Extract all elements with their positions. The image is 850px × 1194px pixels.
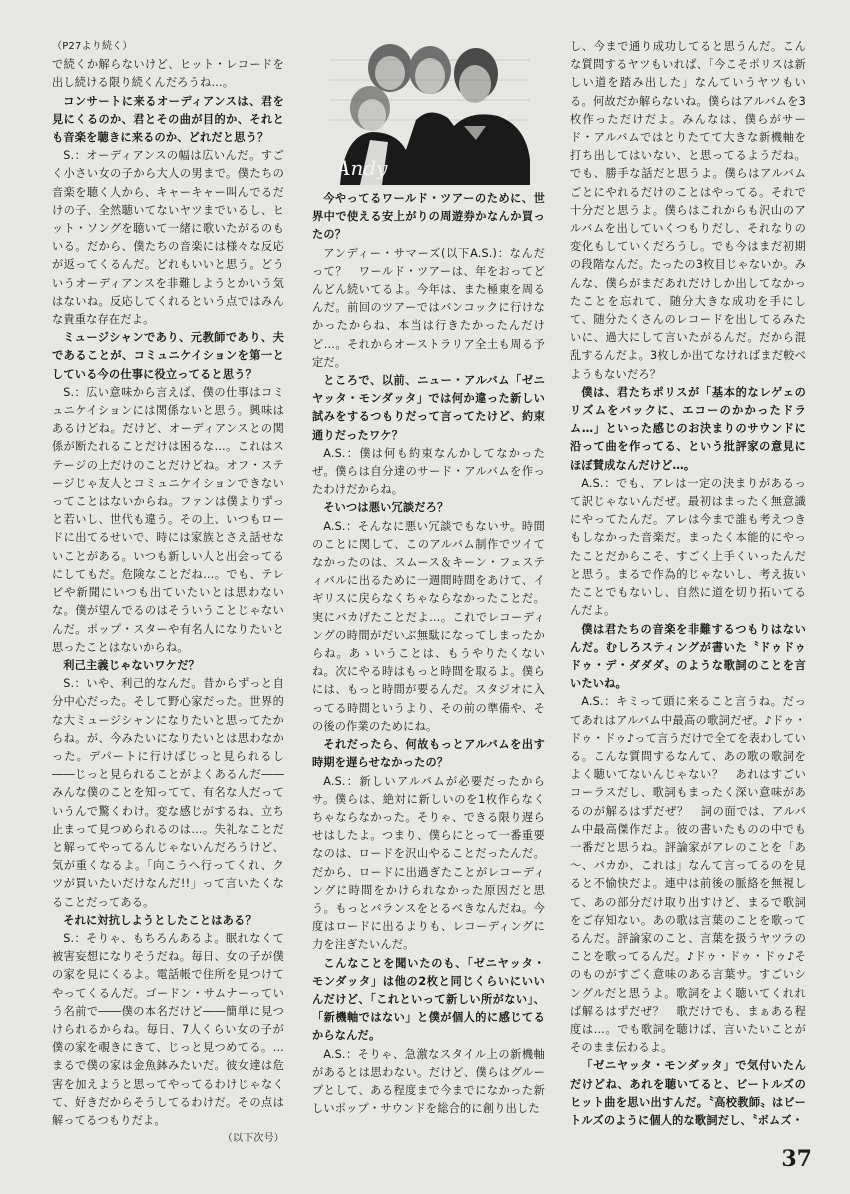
band-photo-image bbox=[330, 40, 530, 185]
interview-question: それに対抗しようとしたことはある？ bbox=[63, 913, 257, 927]
photo-signature: Andy bbox=[336, 156, 388, 180]
paragraph: し、今まで通り成功してると思うんだ。こんな質問するヤツもいれば、「今こそポリスは新しい道を踏み出した」なんていうヤツもいる。何故だか解らないね。僕らはアルバムを3枚作っただけだよ。みんなは、僕らがサード・アルバムではとりたてて大きな新機軸を打ち出してはいない、と思ってるようだね。でも、勝手な話だと思うよ。僕らはアルバムごとにやれるだけのことはやってる。それで十分だと思うよ。僕らはこれからも沢山のアルバムを出していくつもりだし、それなりの変化もしていくだろうし。でも今はまだ初期の段階なんだ。たったの3枚目じゃないか。みんな、僕らがまだあれだけしか出してなかったことを忘れて、随分大きな成功を手にして、随分たくさんのレコードを出してるみたいに、過大にして言いたがるんだ。だから混乱するんだよ。3枚しか出てなければまだ較べようもないだろ？ bbox=[570, 40, 806, 381]
interview-answer: S.：そりゃ、もちろんあるよ。眠れなくて被害妄想になりそうだね。毎日、女の子が僕の家を見にくるよ。電話帳で住所を見つけてやってくるんだ。ゴードン・サムナーっていう名前で――僕の本名だけど――簡単に見つけられるからね。毎日、7人くらい女の子が僕の家を覗きにきて、じっと見つめてる。…まるで僕の家は金魚鉢みたいだ。彼女達は危害を加えようと思ってやってるわけじゃなくて、好きだからそうしてるわけだ。その点は解ってるつもりだよ。 bbox=[52, 931, 284, 1127]
interview-question: ミュージシャンであり、元教師であり、夫であることが、コミュニケイションを第一としている今の仕事に役立ってると思う？ bbox=[52, 331, 284, 381]
interview-question: 僕は、君たちポリスが「基本的なレゲェのリズムをバックに、エコーのかかったドラム…」といった感じのお決まりのサウンドに沿って曲を作ってる、という批評家の意見にほぼ賛成なんだけど…。 bbox=[570, 385, 806, 472]
interview-question: コンサートに来るオーディアンスは、君を見にくるのか、君とその曲が目的か、それとも音楽を聴きに来るのか、どれだと思う？ bbox=[52, 94, 284, 145]
interview-answer: A.S.：キミって頭に来ること言うね。だってあれはアルバム中最高の歌詞だぜ。♪ドゥ・ドゥ・ドゥ♪って言うだけで全てを表わしている。こんな質問するなんて、あの歌の歌詞をよく聴いてないんじゃない？ あれはすごいコーラスだし、歌詞もまったく深い意味があるのが解るはずだぜ？ 詞の面では、アルバム中最高傑作だよ。彼の書いたものの中でも一番だと思うね。評論家がアレのことを「あ～、バカか、これは」なんて言ってるのを見ると不愉快だよ。連中は前後の脈絡を無視して、あの部分だけ取り出すけど、まるで歌詞をご存知ない。あの歌は言葉のことを歌ってるんだ。評論家のこと、言葉を扱うヤツラのことを歌ってるんだ。♪ドゥ・ドゥ・ドゥ♪そのものがすごく意味のある言葉サ。すごいシングルだと思うよ。歌詞をよく聴いてくれれば解るはずだぜ？ 歌だけでも、まぁある程度は…。でも歌詞を聴けば、言いたいことがそのまま伝わるよ。 bbox=[570, 695, 806, 1055]
column-3 bbox=[570, 38, 806, 1130]
interview-answer: A.S.：でも、アレは一定の決まりがあるって訳じゃないんだぜ。最初はまったく無意識にやってたんだ。アレは今まで誰も考えつきもしなかった音楽だ。まったく本能的にやったことだからこそ、すごく上手くいったんだと思う。まるで作為的じゃないし、考え抜いたことでもないし、自然に道を切り拓いてるんだよ。 bbox=[570, 476, 806, 618]
page-number: 37 bbox=[781, 1146, 812, 1172]
band-photo bbox=[330, 40, 530, 185]
interview-answer: A.S.：そんなに悪い冗談でもないサ。時間のことに関して、このアルバム制作でツイてなかったのは、スムース＆キーン・フェスティバルに出るために一週間時間をあけて、イギリスに戻らなくちゃならなかったことだ。実にバカげたことだよ…。これでレコーディングの時間がだいぶ無駄になってしまったからね。あゝいうことは、もうやりたくないね。次にやる時はもっと時間を取るよ。僕らには、もっと時間が要るんだ。スタジオに入ってる時間というより、その前の準備や、その後の作業のためにね。 bbox=[312, 519, 545, 733]
interview-answer: S.：オーディアンスの幅は広いんだ。すごく小さい女の子から大人の男まで。僕たちの音楽を聴く人から、キャーキャー叫んでるだけの子、全然聴いてないヤツまでいるし、ヒット・ソングを聴いて一緒に歌いたがるのもいる。だから、僕たちの音楽には様々な反応が返ってくるんだ。どれもいいと思う。どういうオーディアンスを非難しようとかいう気はないね。反応してくれるという点ではみんな貴重な存在だよ。 bbox=[52, 149, 284, 327]
paragraph: で続くか解らないけど、ヒット・レコードを出し続ける限り続くんだろうね…。 bbox=[52, 58, 284, 90]
interview-answer: A.S.：僕は何も約束なんかしてなかったぜ。僕らは自分達のサード・アルバムを作ったわけだからね。 bbox=[312, 446, 545, 497]
interview-answer: S.：いや、利己的なんだ。昔からずっと自分中心だった。そして野心家だった。世界的な大ミュージシャンになりたいと思ってたからね。が、今みたいになりたいとは思わなかった。デパートに行けばじっと見られるし――じっと見られることがよくあるんだ――みんな僕のことを知ってて、有名な人だっていうんで驚くわけ。変な感じがするね、立ち止まって見つめられるのは…。失礼なことだと解ってやってるんじゃないんだろうけど、気が重くなるよ。「向こうへ行ってくれ、クツが買いたいだけなんだ!!」って言いたくなることだってある。 bbox=[52, 677, 284, 909]
interview-answer: アンディー・サマーズ(以下A.S.)：なんだって？ ワールド・ツアーは、年をおってどんどん続いてるよ。今年は、また極東を周るんだ。前回のツアーではバンコックに行けなかったからね、本当は行きたかったんだけど…。それからオーストラリア全土も周る予定だ。 bbox=[312, 246, 545, 369]
interview-question: それだったら、何故もっとアルバムを出す時期を遅らせなかったの？ bbox=[312, 738, 545, 770]
continued-next-note: （以下次号） bbox=[222, 1133, 284, 1145]
interview-question: 僕は君たちの音楽を非難するつもりはないんだ。むしろスティングが書いた〝ドゥドゥドゥ・デ・ダダダ〟のような歌詞のことを言いたいね。 bbox=[570, 622, 806, 691]
interview-question: ところで、以前、ニュー・アルバム「ゼニヤッタ・モンダッタ」では何か違った新しい試みをするつもりだって言ってたけど、約束通りだったワケ？ bbox=[312, 374, 545, 442]
interview-answer: S.：広い意味から言えば、僕の仕事はコミュニケイションには関係ないと思う。興味はあるけどね。だけど、オーディアンスとの関係が断たれることだけは困るな…。これはステージの上だけのことだけどね。オフ・ステージじゃ友人とコミュニケイションできないってことはないからね。ファンは僕よりずっと若いし、世代も違う。その上、いつもロードに出てるせいで、時には家族とさえ話せないことがある。いつも新しい人と出会ってるにしてもだ。危険なことだね…。でも、テレビや新聞にいつも出ていたいとは思わないな。僕が望んでるのはそういうことじゃないんだ。ポップ・スターや有名人になりたいと思ったことはないからね。 bbox=[52, 385, 284, 654]
continued-from-note: （P27より続く） bbox=[52, 41, 133, 52]
interview-question: 今やってるワールド・ツアーのために、世界中で使える安上がりの周遊券かなんか買ったの？ bbox=[312, 192, 545, 242]
interview-question: 利己主義じゃないワケだ？ bbox=[63, 658, 200, 672]
interview-answer: A.S.：そりゃ、急激なスタイル上の新機軸があるとは思わない。だけど、僕らはグループとして、ある程度まで今までになかった新しいポップ・サウンドを総合的に創り出した bbox=[312, 1047, 545, 1116]
interview-question: そいつは悪い冗談だろ？ bbox=[323, 501, 449, 515]
interview-answer: A.S.：新しいアルバムが必要だったからサ。僕らは、絶対に新しいのを1枚作らなくちゃならなかった。そりゃ、できる限り遅らせはしたよ。つまり、僕らにとって一番重要なのは、ロードを沢山やることだったんだ。だから、ロードに出過ぎたことがレコーディングに時間をかけられなかった原因だと思う。もっとバランスをとるべきなんだね。今度はロードに出るよりも、レコーディングに力を注ぎたいんだ。 bbox=[312, 774, 545, 952]
column-2 bbox=[312, 190, 545, 1118]
interview-question: 「ゼニヤッタ・モンダッタ」で気付いたんだけどね、あれを聴いてると、ビートルズのヒット曲を思い出すんだ。〝高校教師〟はビートルズのように個人的な歌詞だし、〝ボムズ・ bbox=[570, 1059, 806, 1127]
interview-question: こんなことを聞いたのも、「ゼニヤッタ・モンダッタ」は他の2枚と同じくらいにいいんだけど、「これといって新しい所がない」、「新機軸ではない」と僕が個人的に感じてるからなんだ。 bbox=[312, 956, 545, 1043]
column-1 bbox=[52, 38, 284, 1148]
